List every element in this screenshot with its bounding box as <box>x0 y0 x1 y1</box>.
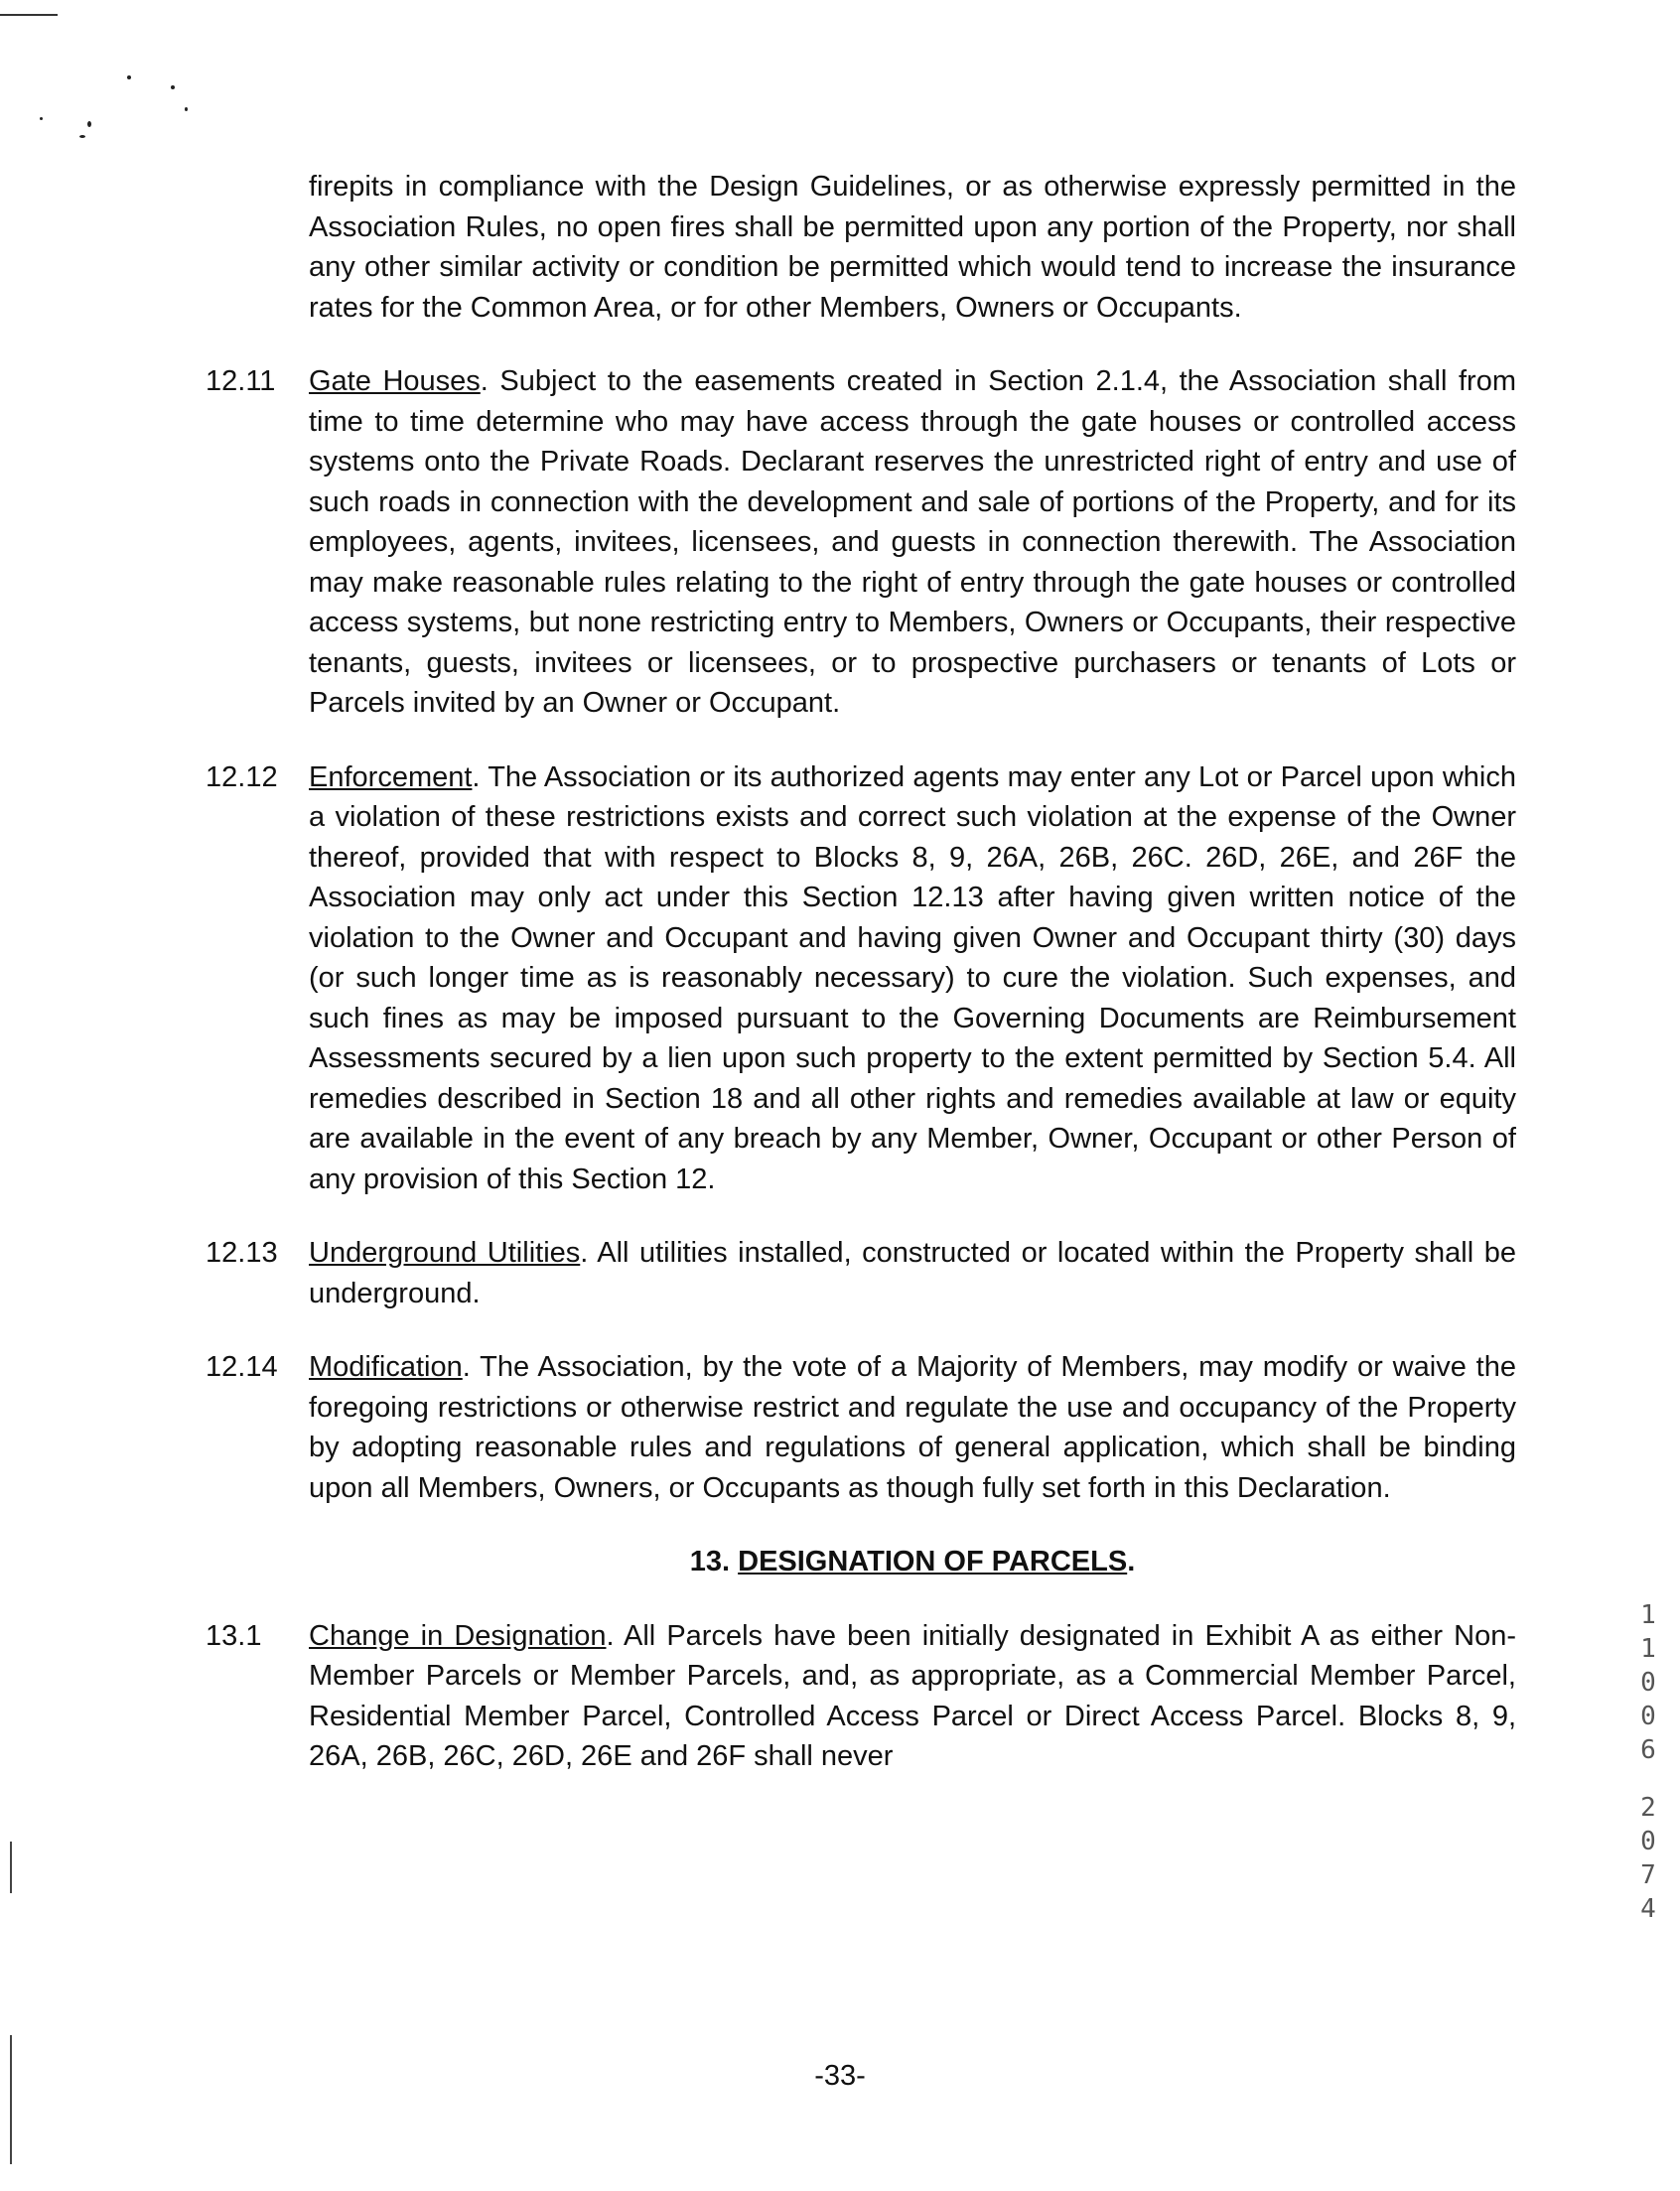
section-body: . The Association or its authorized agents may enter any Lot or Parcel upon which a violation of these restrictions exists and correct such violation at the expense of the Owner thereof, provided that with respect to Blocks 8, 9, 26A, 26B, 26C. 26D, 26E, and 26F the Association may only act under this Section 12.13 after having given written notice of the violation to the Owner and Occupant and having given Owner and Occupant thirty (30) days (or such longer time as is reasonably necessary) to cure the violation. Such expenses, and such fines as may be imposed pursuant to the Governing Documents are Reimbursement Assessments secured by a lien upon such property to the extent permitted by Section 5.4. All remedies described in Section 18 and all other rights and remedies available at law or equity are available in the event of any breach by any Member, Owner, Occupant or other Person of any provision of this Section 12. <box>309 760 1516 1195</box>
section-12-12 <box>206 757 1516 1200</box>
section-12-13 <box>206 1233 1516 1313</box>
section-13-1 <box>206 1616 1516 1777</box>
section-body: . All Parcels have been initially designated in Exhibit A as either Non-Member Parcels or Member Parcels, and, as appropriate, as a Commercial Member Parcel, Residential Member Parcel, Controlled Access Parcel or Direct Access Parcel. Blocks 8, 9, 26A, 26B, 26C, 26D, 26E and 26F shall never <box>309 1619 1516 1772</box>
section-title: Change in Designation <box>309 1619 607 1652</box>
stamp-digit: 2 <box>1640 1793 1656 1823</box>
section-title: Enforcement <box>309 760 473 793</box>
section-title: Gate Houses <box>309 365 481 397</box>
section-body: . The Association, by the vote of a Majority of Members, may modify or waive the foregoing restrictions or otherwise restrict and regulate the use and occupancy of the Property by adopting reasonable rules and regulations of general application, which shall be binding upon all Members, Owners, or Occupants as though fully set forth in this Declaration. <box>309 1351 1516 1504</box>
scan-speck <box>127 75 131 79</box>
heading-title: DESIGNATION OF PARCELS <box>738 1546 1128 1577</box>
section-12-14 <box>206 1347 1516 1508</box>
section-text <box>309 1616 1516 1777</box>
stamp-digit: 6 <box>1640 1735 1656 1765</box>
scan-margin-tick <box>10 1842 12 1893</box>
section-number: 12.13 <box>206 1237 278 1269</box>
stamp-digit: 7 <box>1640 1860 1656 1890</box>
section-number: 12.12 <box>206 760 278 793</box>
scan-margin-tick <box>10 2095 12 2164</box>
scan-speck <box>185 107 188 111</box>
stamp-digit: 0 <box>1640 1827 1656 1856</box>
continuation-paragraph: firepits in compliance with the Design Guidelines, or as otherwise expressly permitted in the Association Rules, no open fires shall be permitted upon any portion of the Property, nor shall any other similar activity or condition be permitted which would tend to increase the insurance rates for the Common Area, or for other Members, Owners or Occupants. <box>309 171 1516 324</box>
section-12-11 <box>206 361 1516 724</box>
section-number: 12.11 <box>206 365 276 397</box>
section-body: . Subject to the easements created in Section 2.1.4, the Association shall from time to time determine who may have access through the gate houses or controlled access systems onto the Private Roads. Declarant reserves the unrestricted right of entry and use of such roads in connection with the development and sale of portions of the Property, and for its employees, agents, invitees, licensees, and guests in connection therewith. The Association may make reasonable rules relating to the right of entry through the gate houses or controlled access systems, but none restricting entry to Members, Owners or Occupants, their respective tenants, guests, invitees or licensees, or to prospective purchasers or tenants of Lots or Parcels invited by an Owner or Occupant. <box>309 365 1516 719</box>
scan-speck <box>40 117 43 120</box>
margin-recording-stamp <box>1636 1598 1660 1926</box>
section-text <box>309 1347 1516 1508</box>
section-title: Underground Utilities <box>309 1237 581 1269</box>
scan-speck <box>87 121 91 127</box>
page-number: -33- <box>814 2060 866 2092</box>
section-text <box>309 757 1516 1200</box>
stamp-digit: 4 <box>1640 1894 1656 1924</box>
section-title: Modification <box>309 1351 463 1383</box>
scan-artifact-line <box>0 14 58 16</box>
stamp-digit: 1 <box>1640 1634 1656 1664</box>
section-text <box>309 361 1516 724</box>
stamp-gap <box>1636 1767 1660 1791</box>
section-heading-13 <box>309 1542 1516 1582</box>
heading-number: 13. <box>689 1546 731 1577</box>
stamp-digit: 1 <box>1640 1600 1656 1630</box>
document-page <box>206 167 1516 1811</box>
scan-speck <box>79 135 85 138</box>
section-number: 12.14 <box>206 1351 278 1383</box>
heading-period: . <box>1127 1546 1136 1577</box>
stamp-digit: 0 <box>1640 1702 1656 1731</box>
section-body: . All utilities installed, constructed or located within the Property shall be underground. <box>309 1237 1516 1309</box>
stamp-digit: 0 <box>1640 1668 1656 1698</box>
section-number: 13.1 <box>206 1619 262 1652</box>
section-text <box>309 1233 1516 1313</box>
scan-speck <box>171 85 175 89</box>
